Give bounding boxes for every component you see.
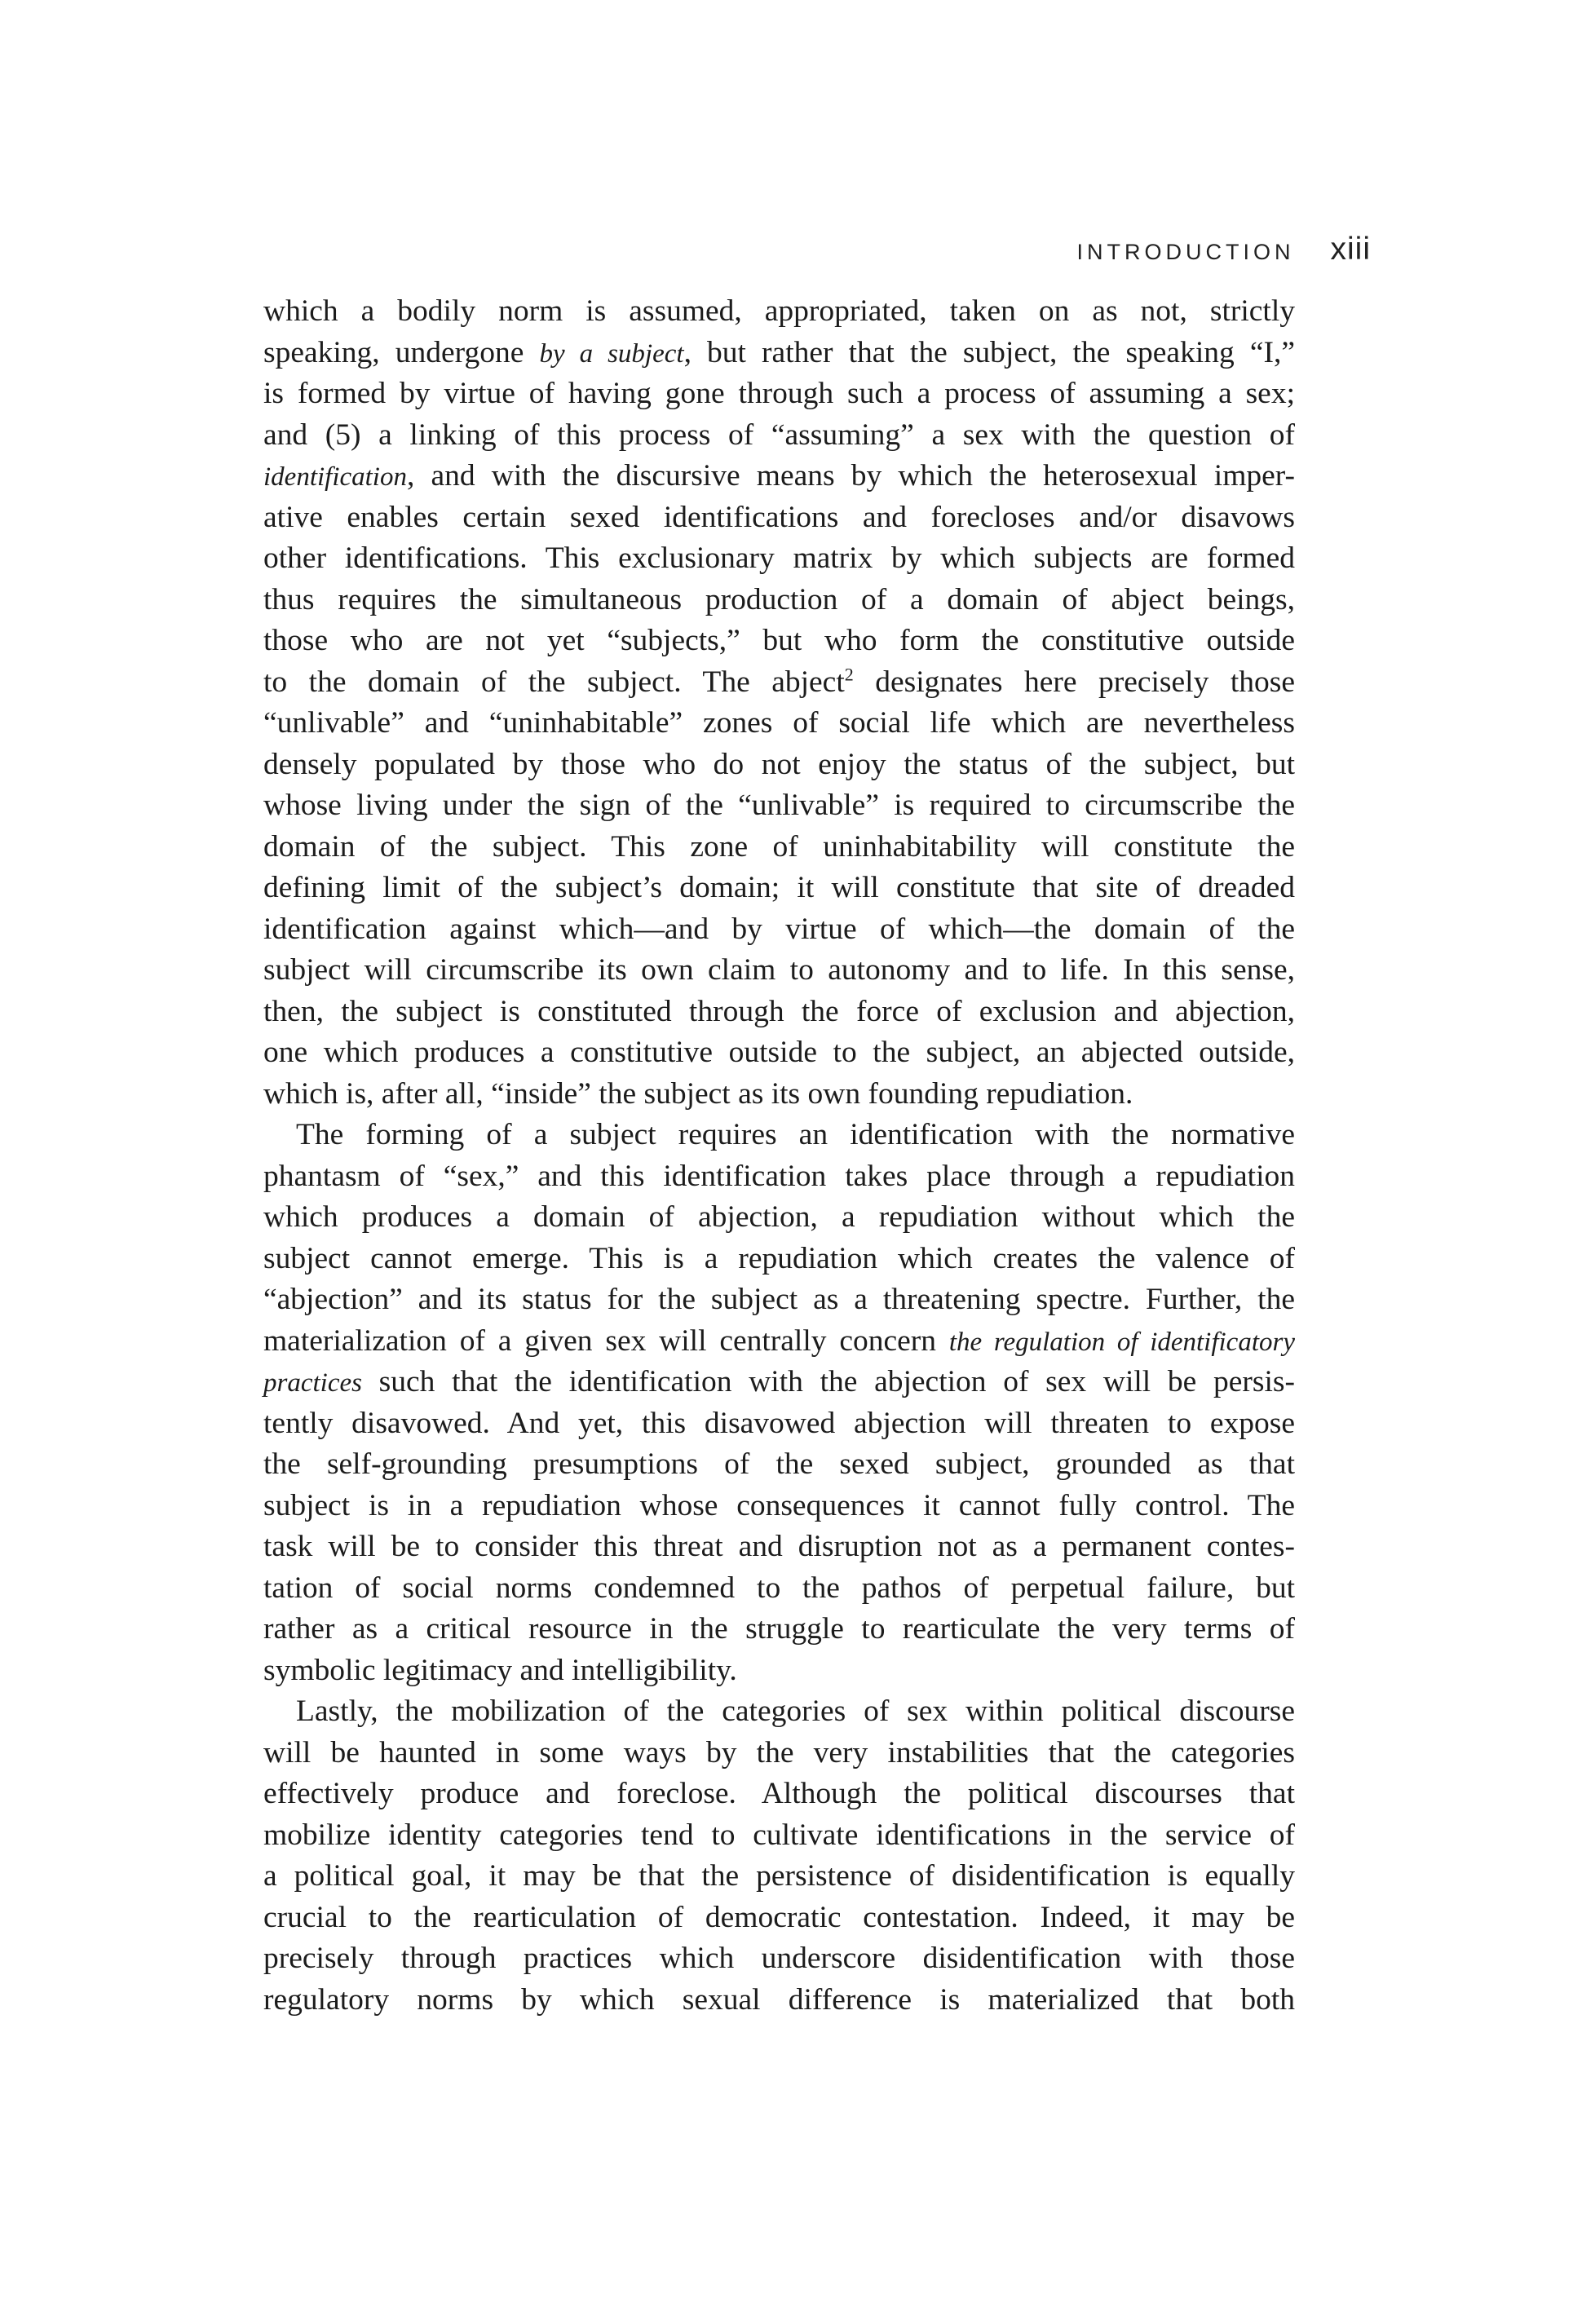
text-line bbox=[263, 1980, 1295, 2021]
text-run: , and with the discursive means by which the heterosexual imper- bbox=[406, 459, 1295, 493]
text-line bbox=[263, 621, 1295, 662]
text-line bbox=[263, 1527, 1295, 1568]
text-line bbox=[263, 1279, 1295, 1321]
text-run: whose living under the sign of the “unlivable” is required to circumscribe the bbox=[263, 789, 1295, 822]
text-run: symbolic legitimacy and intelligibility. bbox=[263, 1653, 737, 1687]
text-run: subject will circumscribe its own claim to autonomy and to life. In this sense, bbox=[263, 953, 1295, 987]
text-run: the self-grounding presumptions of the sexed subject, grounded as that bbox=[263, 1447, 1295, 1481]
text-line bbox=[263, 1691, 1295, 1733]
text-line bbox=[263, 1156, 1295, 1198]
text-line bbox=[263, 373, 1295, 415]
text-line bbox=[263, 1403, 1295, 1445]
text-run: other identifications. This exclusionary matrix by which subjects are formed bbox=[263, 541, 1295, 575]
text-line bbox=[263, 1609, 1295, 1650]
text-run: task will be to consider this threat and disruption not as a permanent contes- bbox=[263, 1530, 1295, 1563]
text-run: domain of the subject. This zone of uninhabitability will constitute the bbox=[263, 829, 1295, 864]
body-text bbox=[263, 291, 1295, 2021]
text-line bbox=[263, 1898, 1295, 1939]
text-run: tation of social norms condemned to the pathos of perpetual failure, but bbox=[263, 1571, 1295, 1605]
text-run: crucial to the rearticulation of democratic contestation. Indeed, it may be bbox=[263, 1900, 1295, 1934]
text-line bbox=[263, 703, 1295, 744]
text-line bbox=[263, 1115, 1295, 1156]
text-run: one which produces a constitutive outside to the subject, an abjected outside, bbox=[263, 1036, 1295, 1069]
text-run: phantasm of “sex,” and this identification takes place through a repudiation bbox=[263, 1159, 1295, 1193]
text-run: such that the identification with the abjection of sex will be persis- bbox=[361, 1365, 1295, 1398]
text-line bbox=[263, 1650, 1295, 1692]
section-title: INTRODUCTION bbox=[1076, 240, 1295, 264]
text-run: mobilize identity categories tend to cultivate identifications in the service of bbox=[263, 1818, 1295, 1852]
text-line bbox=[263, 1032, 1295, 1074]
text-run: which a bodily norm is assumed, appropriated, taken on as not, strictly bbox=[263, 294, 1295, 328]
text-line bbox=[263, 868, 1295, 909]
text-run: and (5) a linking of this process of “assuming” a sex with the question of bbox=[263, 418, 1295, 452]
text-line bbox=[263, 456, 1295, 497]
text-run: which is, after all, “inside” the subject as its own founding repudiation. bbox=[263, 1076, 1133, 1111]
text-line bbox=[263, 291, 1295, 333]
text-line bbox=[263, 744, 1295, 786]
text-run: “abjection” and its status for the subject as a threatening spectre. Further, the bbox=[263, 1283, 1295, 1316]
text-line bbox=[263, 415, 1295, 457]
text-line bbox=[263, 538, 1295, 580]
italic-phrase: the regulation of identificatory bbox=[948, 1327, 1295, 1357]
running-head bbox=[1077, 232, 1371, 267]
text-run: rather as a critical resource in the struggle to rearticulate the very terms of bbox=[263, 1612, 1295, 1646]
text-run: those who are not yet “subjects,” but who form the constitutive outside bbox=[263, 624, 1295, 657]
text-line bbox=[263, 497, 1295, 539]
text-line bbox=[263, 1197, 1295, 1239]
text-run: subject is in a repudiation whose consequences it cannot fully control. The bbox=[263, 1488, 1295, 1522]
text-line bbox=[263, 1239, 1295, 1280]
text-line bbox=[263, 950, 1295, 992]
text-run: will be haunted in some ways by the very instabilities that the categories bbox=[263, 1735, 1295, 1770]
italic-phrase: identification bbox=[263, 462, 407, 492]
text-line bbox=[263, 1733, 1295, 1774]
text-line bbox=[263, 992, 1295, 1033]
text-run: Lastly, the mobilization of the categories of sex within political discourse bbox=[296, 1694, 1295, 1728]
text-run: identification against which—and by virtue of which—the domain of the bbox=[263, 912, 1295, 946]
footnote-marker: 2 bbox=[844, 664, 854, 684]
text-line bbox=[263, 1486, 1295, 1527]
text-line bbox=[263, 909, 1295, 951]
text-run: densely populated by those who do not enjoy the status of the subject, but bbox=[263, 747, 1295, 781]
text-line bbox=[263, 1321, 1295, 1363]
italic-phrase: by a subject bbox=[539, 338, 684, 369]
text-run: regulatory norms by which sexual difference is materialized that both bbox=[263, 1982, 1295, 2017]
text-run: The forming of a subject requires an identification with the normative bbox=[296, 1118, 1295, 1151]
text-line bbox=[263, 662, 1295, 704]
text-line bbox=[263, 1074, 1295, 1116]
text-line bbox=[263, 1856, 1295, 1898]
text-run: subject cannot emerge. This is a repudiation which creates the valence of bbox=[263, 1241, 1295, 1275]
text-run: a political goal, it may be that the persistence of disidentification is equally bbox=[263, 1859, 1295, 1893]
text-run: thus requires the simultaneous production of a domain of abject beings, bbox=[263, 582, 1295, 616]
text-run: tently disavowed. And yet, this disavowed abjection will threaten to expose bbox=[263, 1406, 1295, 1440]
text-run: , but rather that the subject, the speaking “I,” bbox=[683, 335, 1295, 369]
text-run: “unlivable” and “uninhabitable” zones of social life which are nevertheless bbox=[263, 706, 1295, 740]
text-run: effectively produce and foreclose. Although the political discourses that bbox=[263, 1777, 1295, 1810]
text-line bbox=[263, 1815, 1295, 1857]
text-line bbox=[263, 827, 1295, 868]
text-line bbox=[263, 1362, 1295, 1403]
text-run: ative enables certain sexed identifications and forecloses and/or disavows bbox=[263, 500, 1295, 534]
text-line bbox=[263, 1938, 1295, 1980]
text-line bbox=[263, 785, 1295, 827]
italic-phrase: practices bbox=[263, 1368, 362, 1398]
page-number: xiii bbox=[1330, 232, 1371, 267]
text-line bbox=[263, 1444, 1295, 1486]
text-run: is formed by virtue of having gone through such a process of assuming a sex; bbox=[263, 377, 1295, 410]
text-run: defining limit of the subject’s domain; it will constitute that site of dreaded bbox=[263, 871, 1295, 904]
text-run: then, the subject is constituted through the force of exclusion and abjection, bbox=[263, 994, 1295, 1028]
text-run: designates here precisely those bbox=[853, 665, 1295, 699]
text-run: precisely through practices which underscore disidentification with those bbox=[263, 1942, 1295, 1975]
text-run: speaking, undergone bbox=[263, 335, 540, 369]
text-run: materialization of a given sex will centrally concern bbox=[263, 1323, 949, 1358]
text-line bbox=[263, 1568, 1295, 1610]
text-run: to the domain of the subject. The abject bbox=[263, 665, 845, 699]
text-line bbox=[263, 1774, 1295, 1815]
text-run: which produces a domain of abjection, a repudiation without which the bbox=[263, 1200, 1295, 1234]
text-line bbox=[263, 580, 1295, 621]
text-line bbox=[263, 333, 1295, 374]
